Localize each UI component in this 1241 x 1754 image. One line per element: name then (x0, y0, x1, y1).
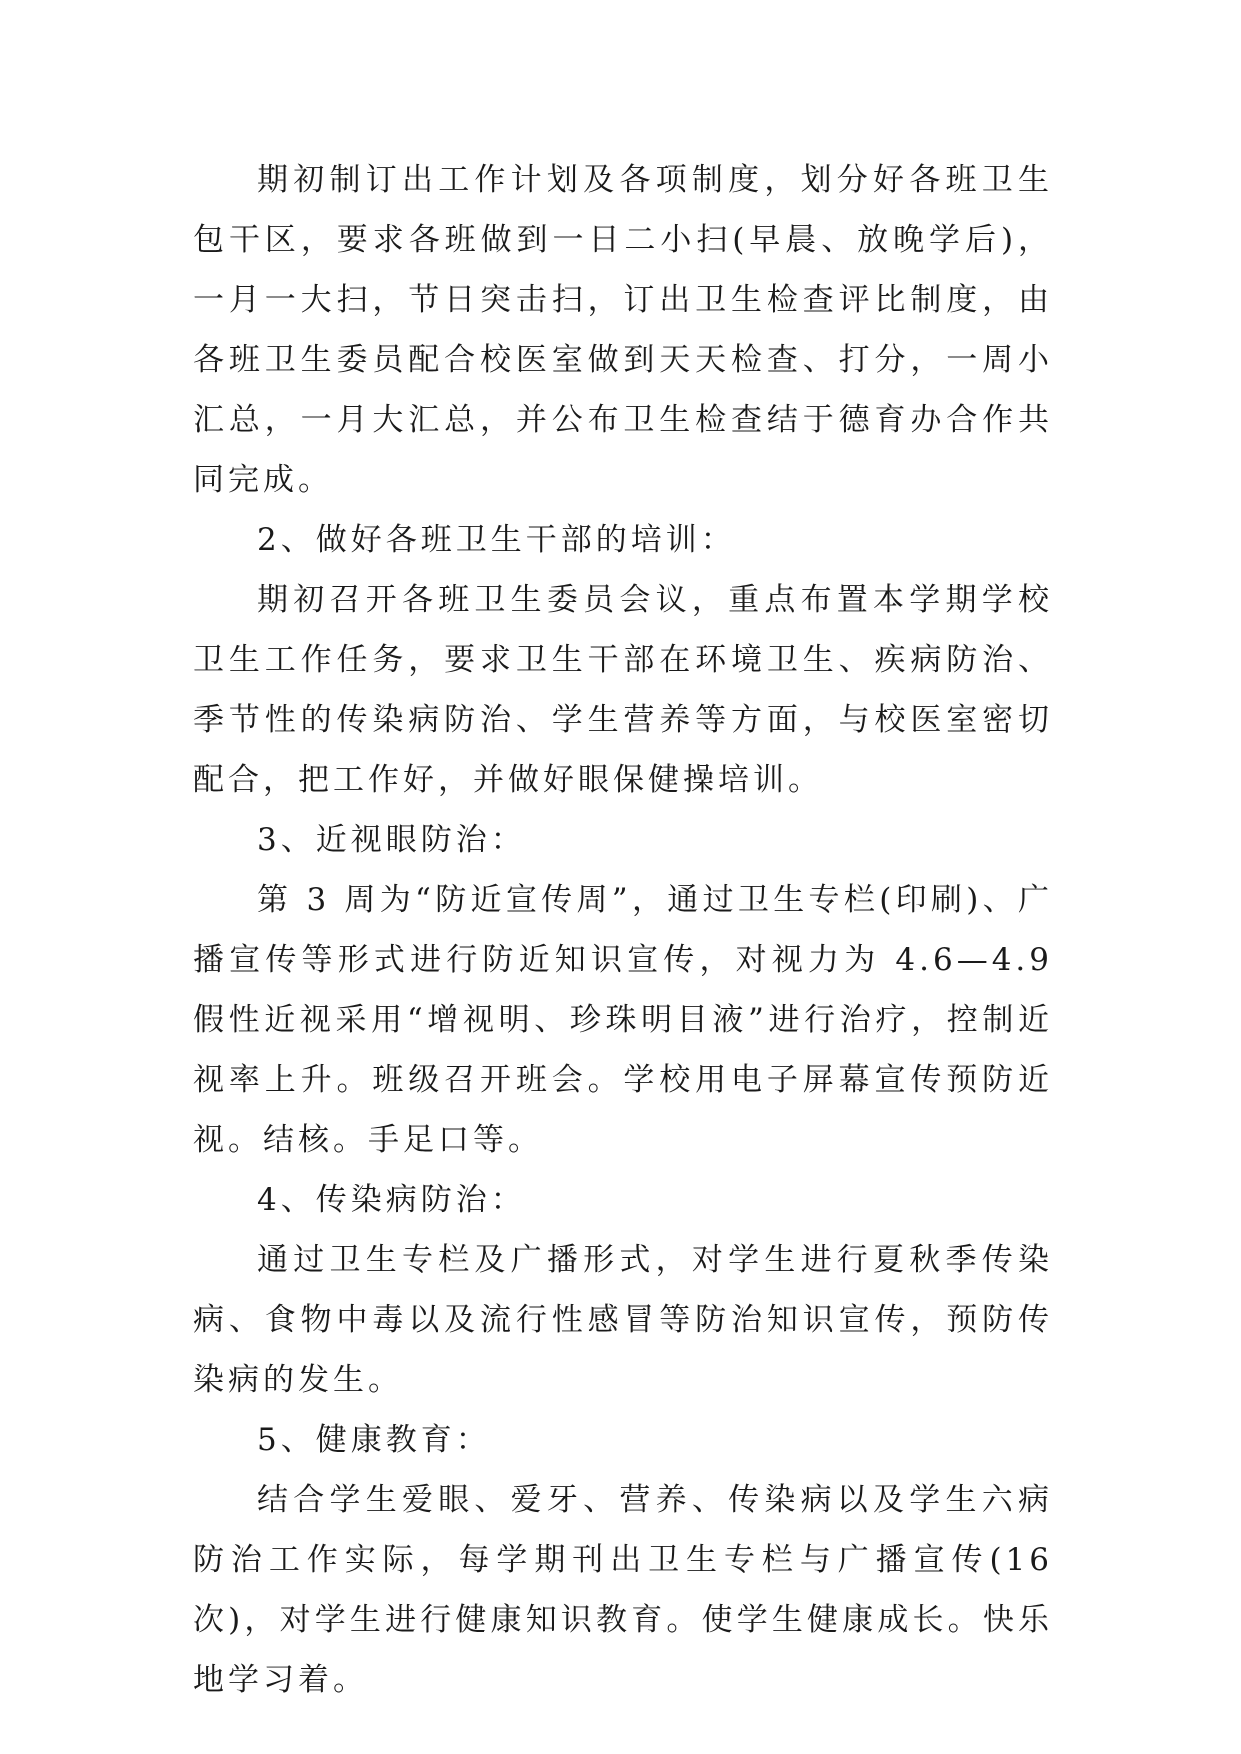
heading-health-education: 5、健康教育： (257, 1422, 491, 1458)
paragraph-cleaning-plan: 期初制订出工作计划及各项制度，划分好各班卫生包干区，要求各班做到一日二小扫(早晨、放晚学后)，一月一大扫，节日突击扫，订出卫生检查评比制度，由各班卫生委员配合校医室做到天天检查、打分，一周小汇总，一月大汇总，并公布卫生检查结于德育办合作共同完成。 (193, 162, 1053, 498)
paragraph-staff-training: 期初召开各班卫生委员会议，重点布置本学期学校卫生工作任务，要求卫生干部在环境卫生、疾病防治、季节性的传染病防治、学生营养等方面，与校医室密切配合，把工作好，并做好眼保健操培训。 (193, 582, 1053, 798)
paragraph-health-education: 结合学生爱眼、爱牙、营养、传染病以及学生六病防治工作实际，每学期刊出卫生专栏与广播宣传(16 次)，对学生进行健康知识教育。使学生健康成长。快乐地学习着。 (193, 1482, 1053, 1698)
paragraph-infectious-disease: 通过卫生专栏及广播形式，对学生进行夏秋季传染病、食物中毒以及流行性感冒等防治知识宣传，预防传染病的发生。 (193, 1242, 1053, 1398)
paragraph-myopia-prevention: 第 3 周为“防近宣传周”，通过卫生专栏(印刷)、广播宣传等形式进行防近知识宣传，对视力为 4.6—4.9 假性近视采用“增视明、珍珠明目液”进行治疗，控制近视率上升。班级召开班会。学校用电子屏幕宣传预防近视。结核。手足口等。 (193, 882, 1053, 1158)
heading-myopia-prevention: 3、近视眼防治： (257, 822, 526, 858)
heading-staff-training: 2、做好各班卫生干部的培训： (257, 522, 736, 558)
document-body (193, 150, 1053, 1710)
heading-infectious-disease: 4、传染病防治： (257, 1182, 526, 1218)
